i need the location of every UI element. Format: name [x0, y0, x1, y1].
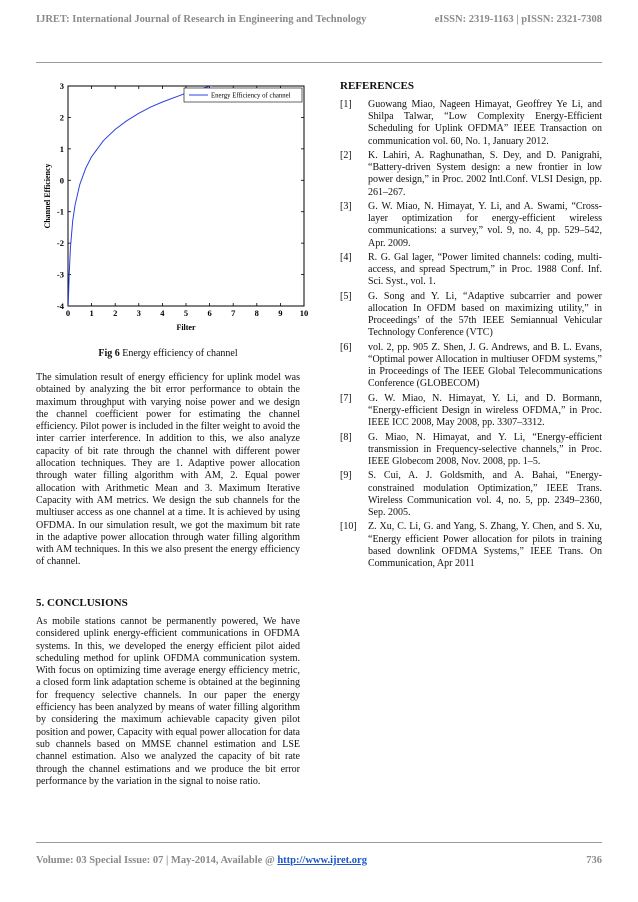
- figure-caption-text: Energy efficiency of channel: [122, 348, 238, 359]
- x-tick-label: 7: [231, 308, 236, 318]
- footer-rule: [36, 842, 602, 843]
- energy-efficiency-chart: [36, 74, 309, 336]
- y-tick-label: -4: [56, 301, 64, 311]
- reference-number: [9]: [340, 470, 352, 482]
- reference-number: [5]: [340, 290, 352, 302]
- chart-svg: [36, 74, 309, 336]
- reference-item: [340, 150, 602, 199]
- plot-frame: [68, 86, 304, 306]
- x-tick-label: 3: [136, 308, 141, 318]
- x-tick-label: 0: [65, 308, 71, 318]
- x-tick-label: 9: [278, 308, 283, 318]
- reference-item: [340, 521, 602, 570]
- reference-text: G. Song and Y. Li, “Adaptive subcarrier and power allocation In OFDM based on maximizing utility,” in Proceedings’ of the 57th IEEE Semiannual Vehicular Technology Conference (VTC): [368, 290, 602, 339]
- series-line: [68, 68, 304, 306]
- x-tick-label: 8: [254, 308, 259, 318]
- references-list: [340, 99, 602, 572]
- y-tick-label: -1: [56, 206, 64, 217]
- reference-number: [10]: [340, 521, 357, 533]
- page-header: [36, 14, 602, 36]
- page-footer: [36, 855, 602, 866]
- footer-volume-text: Volume: 03 Special Issue: 07 | May-2014, Available @: [36, 855, 275, 866]
- reference-text: vol. 2, pp. 905 Z. Shen, J. G. Andrews, and B. L. Evans, “Optimal power Allocation in multiuser OFDM systems,” in Proceedings of The IEEE Global Telecommunications Conference (GLOBECOM): [368, 341, 602, 390]
- reference-item: [340, 432, 602, 469]
- header-rule: [36, 62, 602, 63]
- reference-number: [3]: [340, 201, 352, 212]
- footer-link[interactable]: http://www.ijret.org: [277, 855, 367, 866]
- page-number: 736: [586, 855, 602, 866]
- y-tick-label: 1: [59, 143, 64, 154]
- reference-item: [340, 99, 602, 148]
- reference-item: [340, 252, 602, 289]
- y-tick-label: 3: [59, 81, 64, 91]
- y-tick-label: 2: [59, 112, 64, 123]
- x-tick-label: 4: [160, 308, 165, 318]
- reference-item: [340, 342, 602, 391]
- reference-item: [340, 201, 602, 250]
- figure-label: Fig 6: [98, 348, 120, 359]
- y-tick-label: 0: [59, 175, 64, 186]
- reference-item: [340, 393, 602, 430]
- reference-number: [2]: [340, 150, 352, 161]
- reference-item: [340, 291, 602, 340]
- reference-number: [1]: [340, 99, 352, 110]
- reference-text: K. Lahiri, A. Raghunathan, S. Dey, and D. Panigrahi, “Battery-driven System design: a new frontier in low power design,” in Proc. 2002 Intl.Conf. VLSI Design, pp. 261–267.: [368, 150, 602, 198]
- figure-caption: [36, 348, 300, 359]
- x-tick-label: 10: [299, 308, 309, 318]
- reference-number: [8]: [340, 431, 352, 443]
- x-tick-label: 1: [89, 308, 94, 318]
- legend-label: Energy Efficiency of channel: [211, 92, 291, 100]
- reference-text: Z. Xu, C. Li, G. and Yang, S. Zhang, Y. Chen, and S. Xu, “Energy efficient Power allocation for pilots in training based downlink OFDMA Systems,” IEEE Trans. On Communication, Apr 2011: [368, 521, 602, 569]
- reference-text: G. Miao, N. Himayat, and Y. Li, “Energy-efficient transmission in Frequency-selective channels,” in Proc. IEEE Globecom 2008, Nov. 2008, pp. 1–5.: [368, 431, 602, 467]
- reference-text: R. G. Gal lager, “Power limited channels: coding, multi-access, and spread Spectrum,” in Proc. 1988 Conf. Inf. Sci. Syst., vol. 1.: [368, 252, 602, 288]
- reference-text: G. W. Miao, N. Himayat, Y. Li, and D. Bormann, “Energy-efficient Design in wireless OFDMA,” in Proc. IEEE ICC 2008, May 2008, pp. 3307–3312.: [368, 392, 602, 429]
- x-tick-label: 2: [113, 308, 118, 318]
- results-paragraph: The simulation result of energy efficiency for uplink model was obtained by analyzing the bit error performance to obtain the maximum throughput with varying noise power and we design the channel coefficient power for estimating the channel efficiency. Pilot power is included in the filter weight to avoid the inter carrier interference. In addition to this, we also analyze capacity of bit rate through the channel with different power allocation techniques. They are 1. Adaptive power allocation through water filling algorithm with AM, 2. Equal power allocation with Arithmetic Mean and 3. Maximum Iterative Capacity with AM metrics. We design the sub channels for the multiuser access as one channel at a time. It is achieved by using OFDMA. In our simulation result, we got the maximum bit rate in the adaptive power allocation through water filling algorithm with AM techniques. In this we also present the energy efficiency of channel.: [36, 372, 300, 568]
- reference-item: [340, 470, 602, 519]
- reference-number: [7]: [340, 392, 352, 404]
- reference-text: G. W. Miao, N. Himayat, Y. Li, and A. Swami, “Cross-layer optimization for energy-efficient wireless communications: a survey,” vol. 9, no. 4, pp. 529–542, Apr. 2009.: [368, 201, 602, 249]
- reference-number: [6]: [340, 341, 352, 353]
- x-tick-label: 5: [183, 308, 189, 318]
- journal-title: IJRET: International Journal of Research in Engineering and Technology: [36, 14, 367, 25]
- x-tick-label: 6: [207, 308, 212, 318]
- y-axis-label: Channel Efficiency: [43, 163, 52, 229]
- x-axis-label: Filter: [176, 323, 196, 332]
- reference-number: [4]: [340, 252, 352, 263]
- conclusions-paragraph: As mobile stations cannot be permanently powered, We have considered uplink energy-efficient communications in OFDMA systems. In this, we developed the energy efficient pilot aided scheduling method for uplink OFDMA communication system. With focus on optimizing time average energy efficiency metric, a closed form link adaptation scheme is obtained at the beginning for frequency selective channels. In our paper the energy efficiency has been analyzed by means of water filling algorithm by considering the maximum achievable capacity given pilot position and power, Capacity with equal power allocation for data sub channels based on MMSE channel estimation and LSE channel estimation. Also we analyzed the capacity of bit rate through the channel estimations and we produce the bit error performance by the variation in the signal to noise ratio.: [36, 616, 300, 787]
- footer-volume: [36, 855, 367, 866]
- y-tick-label: -3: [56, 269, 64, 280]
- reference-text: Guowang Miao, Nageen Himayat, Geoffrey Ye Li, and Shilpa Talwar, “Low Complexity Energy-Efficient Scheduling for Uplink OFDMA” IEEE Transaction on communication vol. 60, No. 1, January 2012.: [368, 99, 602, 147]
- reference-text: S. Cui, A. J. Goldsmith, and A. Bahai, “Energy-constrained modulation Optimization,” IEEE Trans. Wireless Communication vol. 4, no. 5, pp. 2349–2360, Sep. 2005.: [368, 470, 602, 518]
- y-tick-label: -2: [56, 238, 64, 249]
- issn: eISSN: 2319-1163 | pISSN: 2321-7308: [434, 14, 602, 25]
- conclusions-heading: 5. CONCLUSIONS: [36, 597, 128, 609]
- references-heading: REFERENCES: [340, 80, 414, 92]
